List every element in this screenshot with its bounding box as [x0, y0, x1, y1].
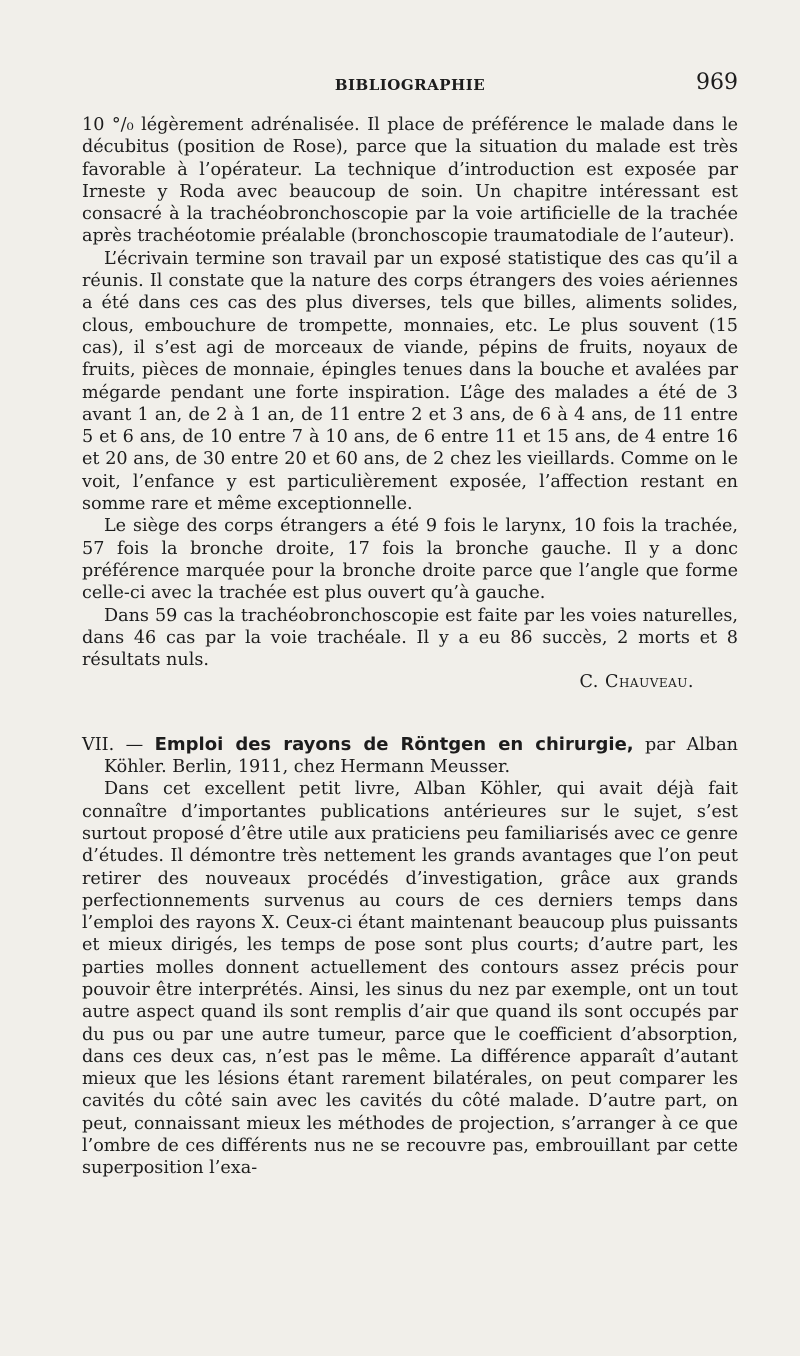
reviewer-signature: C. Chauveau.: [579, 672, 694, 693]
paragraph: 10 °/₀ légèrement adrénalisée. Il place de préférence le malade dans le décubitus (position de Rose), parce que la situation du malade est très favorable à l’opérateur. La technique d’introduction est exposée par Irneste y Roda avec beaucoup de soin. Un chapitre intéressant est consacré à la trachéobronchoscopie par la voie artificielle de la trachée après trachéotomie préalable (bronchoscopie traumatodiale de l’auteur).: [82, 115, 738, 247]
paragraph: Dans 59 cas la trachéobronchoscopie est faite par les voies naturelles, dans 46 cas par la voie trachéale. Il y a eu 86 succès, 2 morts et 8 résultats nuls.: [82, 605, 738, 671]
paragraph: Dans cet excellent petit livre, Alban Köhler, qui avait déjà fait connaître d’importantes publications antérieures sur le sujet, s’est surtout proposé d’être utile aux praticiens peu familiarisés avec ce genre d’études. Il démontre très nettement les grands avantages que l’on peut retirer des nouveaux procédés d’investigation, grâce aux grands perfectionnements survenus au cours de ces derniers temps dans l’emploi des rayons X. Ceux-ci étant maintenant beaucoup plus puissants et mieux dirigés, les temps de pose sont plus courts; d’autre part, les parties molles donnent actuellement des contours assez précis pour pouvoir être interprétés. Ainsi, les sinus du nez par exemple, ont un tout autre aspect quand ils sont remplis d’air que quand ils sont occupés par du pus ou par une autre tumeur, parce que le coefficient d’absorption, dans ces deux cas, n’est pas le même. La différence apparaît d’autant mieux que les lésions étant rarement bilatérales, on peut comparer les cavités du côté sain avec les cavités du côté malade. D’autre part, on peut, connaissant mieux les méthodes de projection, s’arranger à ce que l’ombre de ces différents nus ne se recouvre pas, embrouillant par cette superposition l’exa-: [82, 779, 738, 1179]
page-number: 969: [696, 70, 738, 95]
paragraph: Le siège des corps étrangers a été 9 fois le larynx, 10 fois la trachée, 57 fois la bronche droite, 17 fois la bronche gauche. Il y a donc préférence marquée pour la bronche droite parce que l’angle que forme celle-ci avec la trachée est plus ouvert qu’à gauche.: [82, 516, 738, 604]
review-title: Emploi des rayons de Röntgen en chirurgie,: [154, 733, 634, 755]
review-heading: [82, 734, 738, 779]
review-byline: par Alban Köhler. Berlin, 1911, chez Hermann Meusser.: [104, 734, 739, 778]
running-title: BIBLIOGRAPHIE: [334, 76, 486, 94]
paragraph: L’écrivain termine son travail par un exposé statistique des cas qu’il a réunis. Il constate que la nature des corps étrangers des voies aériennes a été dans ces cas des plus diverses, tels que billes, aliments solides, clous, embouchure de trompette, monnaies, etc. Le plus souvent (15 cas), il s’est agi de morceaux de viande, pépins de fruits, noyaux de fruits, pièces de monnaie, épingles tenues dans la bouche et avalées par mégarde pendant une forte inspiration. L’âge des malades a été de 3 avant 1 an, de 2 à 1 an, de 11 entre 2 et 3 ans, de 6 à 4 ans, de 11 entre 5 et 6 ans, de 10 entre 7 à 10 ans, de 6 entre 11 et 15 ans, de 4 entre 16 et 20 ans, de 30 entre 20 et 60 ans, de 2 chez les vieillards. Comme on le voit, l’enfance y est particulièrement exposée, l’affection restant en somme rare et même exceptionnelle.: [82, 248, 738, 515]
review-number: VII. —: [82, 734, 144, 755]
signature-line: [82, 671, 738, 693]
page-body: [82, 114, 738, 1180]
page-header: [82, 70, 738, 102]
section-divider: [82, 694, 738, 734]
